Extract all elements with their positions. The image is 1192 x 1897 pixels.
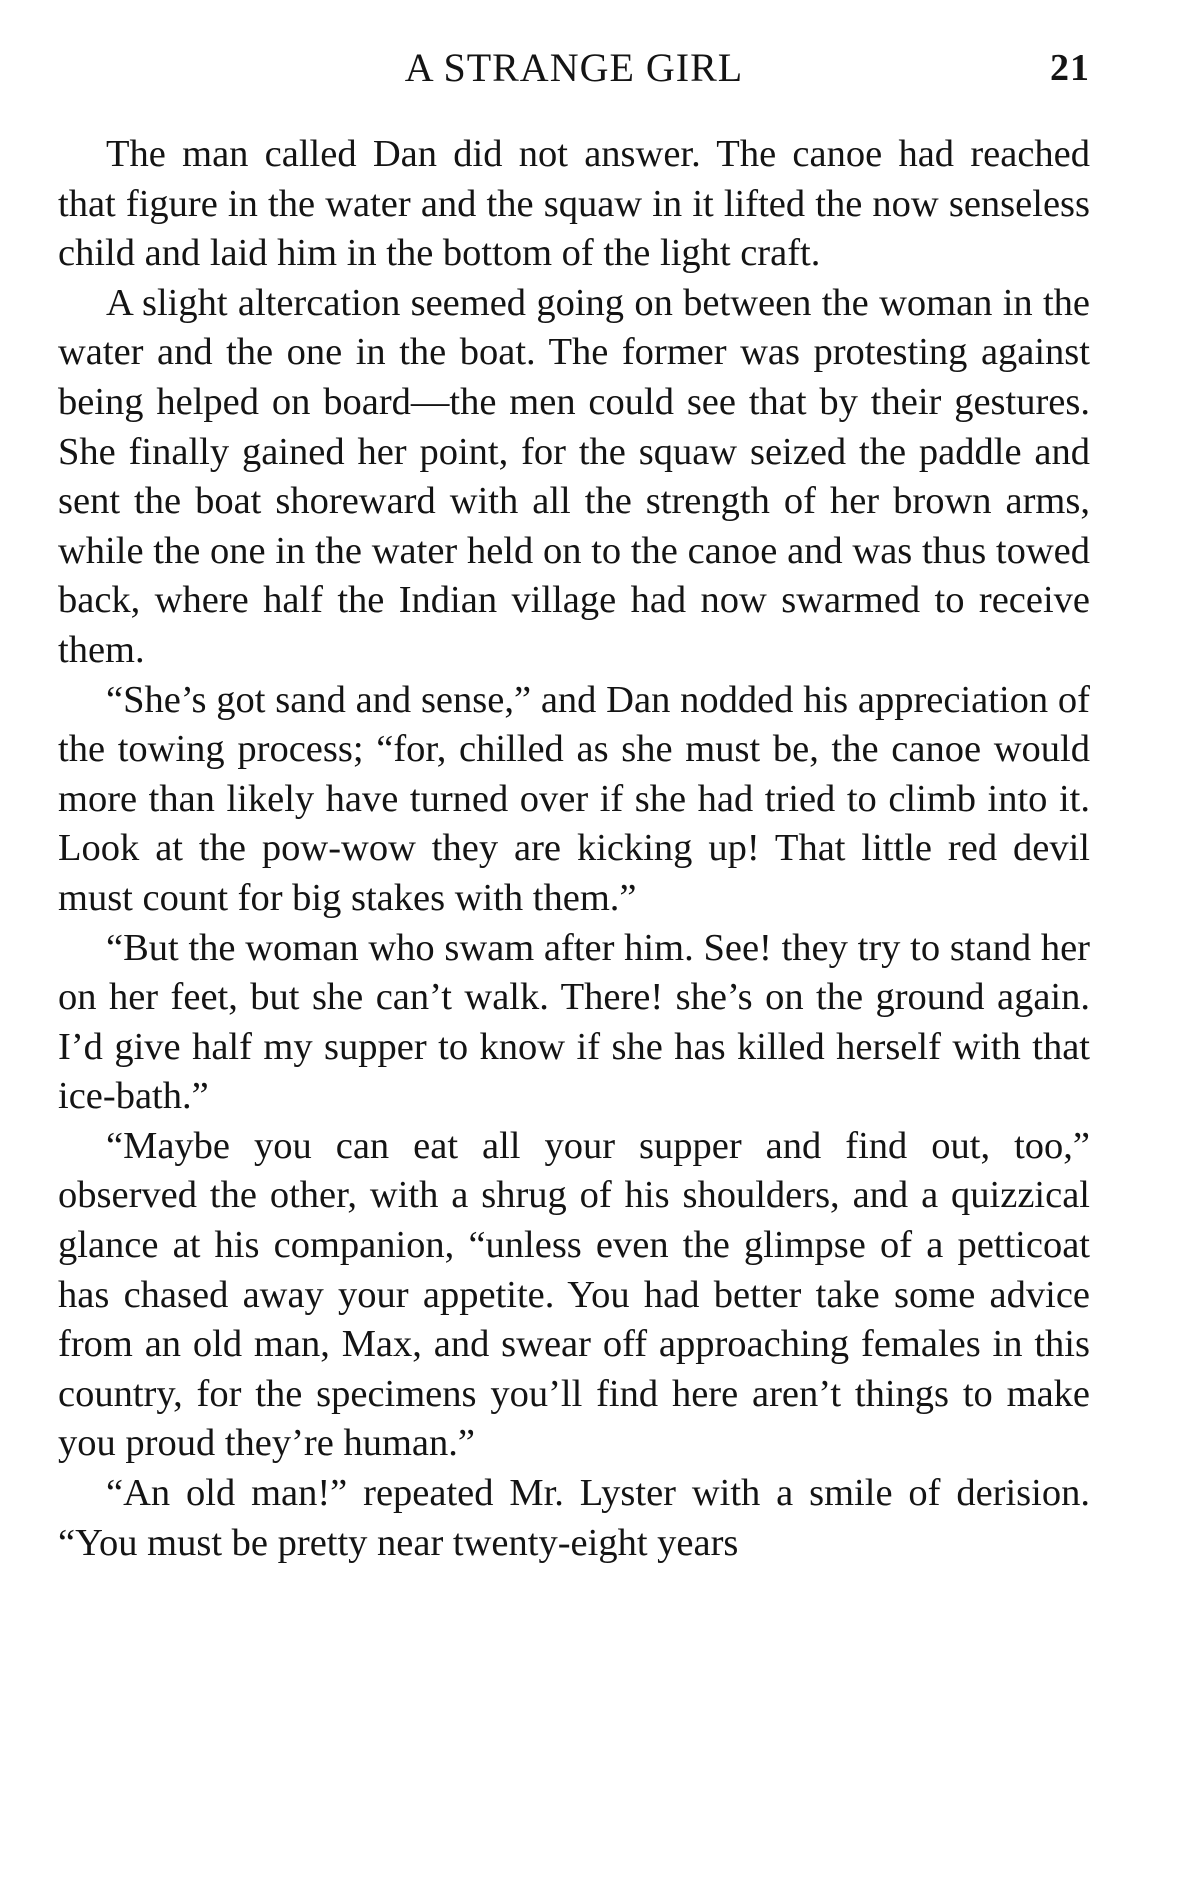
paragraph-6: “An old man!” repeated Mr. Lyster with a smile of derision. “You must be pretty near twenty-eight years	[58, 1472, 1090, 1564]
paragraph-5: “Maybe you can eat all your supper and find out, too,” observed the other, with a shrug of his shoulders, and a quizzical glance at his companion, “unless even the glimpse of a petticoat has chased away your appetite. You had better take some advice from an old man, Max, and swear off approaching females in this country, for the specimens you’ll find here aren’t things to make you proud they’re human.”	[58, 1124, 1090, 1465]
page-number: 21	[1050, 47, 1090, 89]
paragraph-2: A slight altercation seemed going on between the woman in the water and the one in the boat. The former was protesting against being helped on board—the men could see that by their gestures. She finally gained her point, for the squaw seized the paddle and sent the boat shoreward with all the strength of her brown arms, while the one in the water held on to the canoe and was thus towed back, where half the Indian village had now swarmed to receive them.	[58, 281, 1090, 671]
book-page	[58, 40, 1090, 1568]
paragraph-3: “She’s got sand and sense,” and Dan nodded his appreciation of the towing process; “for, chilled as she must be, the canoe would more than likely have turned over if she had tried to climb into it. Look at the pow-wow they are kicking up! That little red devil must count for big stakes with them.”	[58, 678, 1090, 919]
paragraph-4: “But the woman who swam after him. See! they try to stand her on her feet, but she can’t walk. There! she’s on the ground again. I’d give half my supper to know if she has killed herself with that ice-bath.”	[58, 926, 1090, 1118]
paragraph-1: The man called Dan did not answer. The canoe had reached that figure in the water and the squaw in it lifted the now senseless child and laid him in the bottom of the light craft.	[58, 133, 1090, 275]
body-text	[58, 130, 1090, 1568]
running-head	[58, 40, 1090, 96]
running-title: A STRANGE GIRL	[404, 45, 744, 90]
